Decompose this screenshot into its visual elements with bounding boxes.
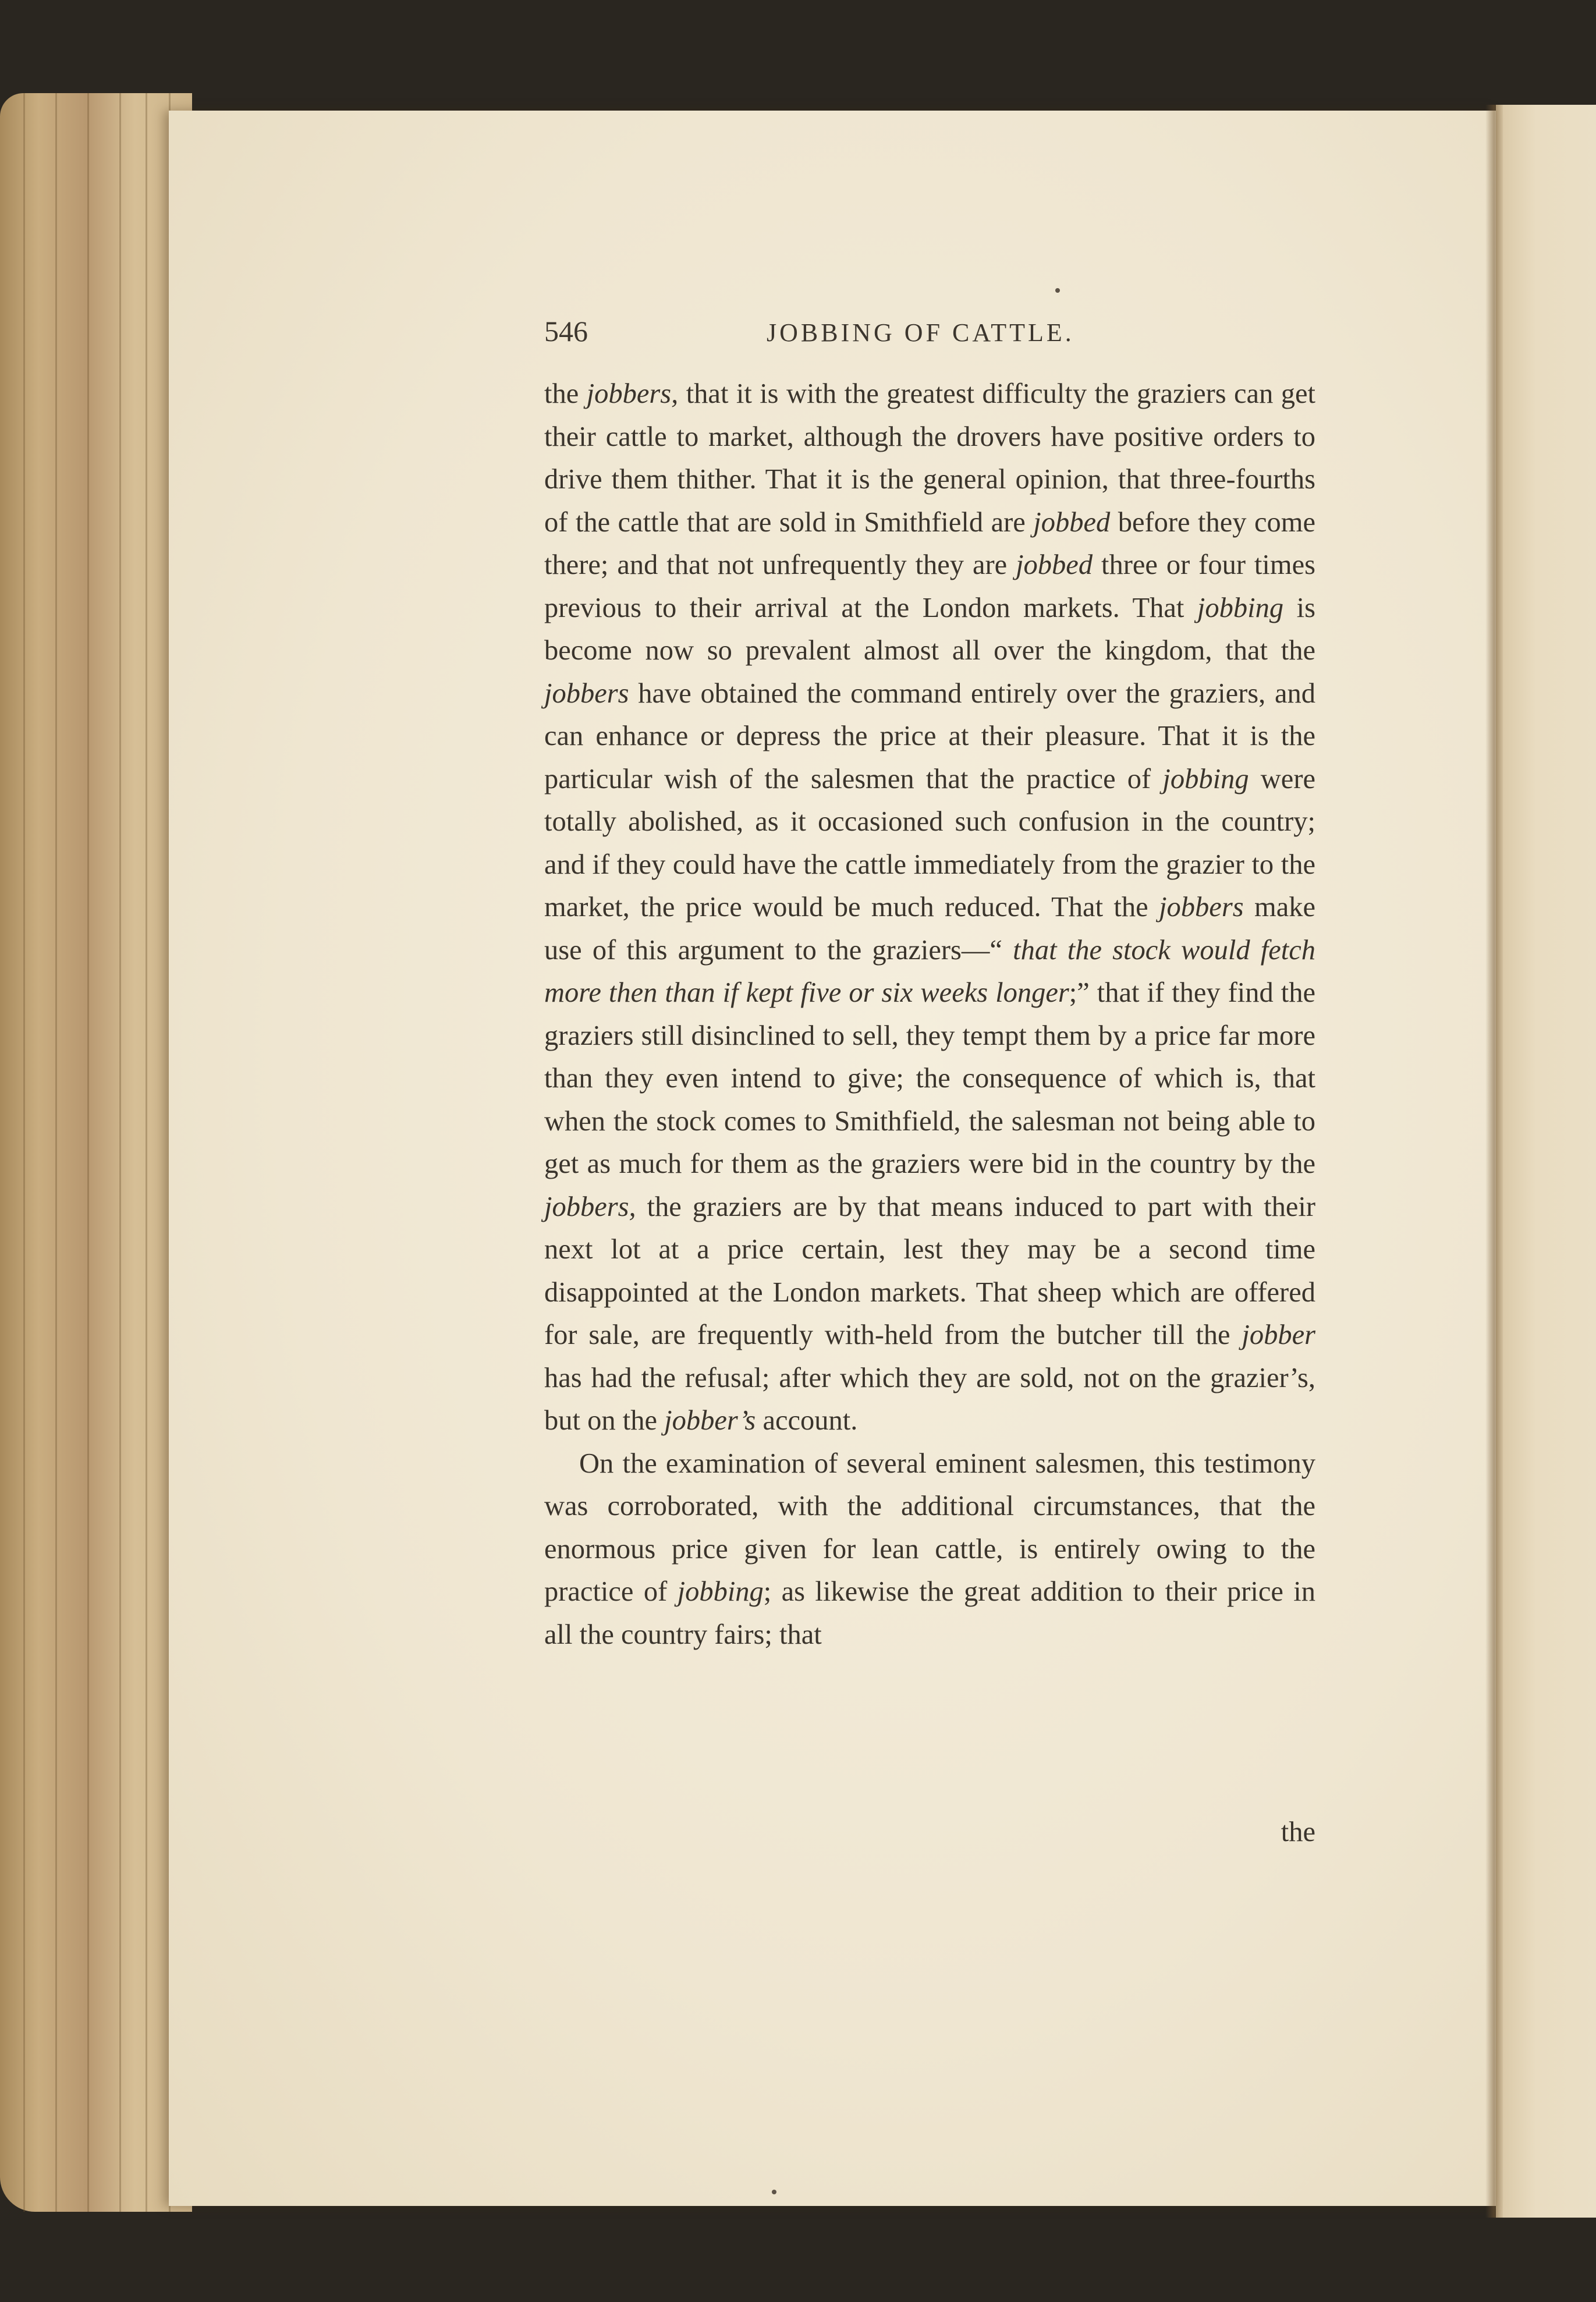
italic-run: jobbing — [1197, 592, 1284, 623]
text-run: that it is with the greatest difficulty the graziers can get their cattle to market, although the drovers have positive orders to drive them thither. That it is the general opinion, that three-fourths of the cattle that are sold in Smithfield are — [544, 378, 1315, 538]
text-run: ; as likewise the great addition to their price in all the country fairs; that — [544, 1576, 1315, 1650]
text-run: has had the refusal; after which they are sold, not on the grazier’s, but on the — [544, 1362, 1315, 1436]
page-gutter — [1485, 105, 1503, 2218]
italic-run: jobbed — [1033, 506, 1111, 538]
italic-run: jobbers, — [586, 378, 679, 409]
italic-run: jobber’s — [664, 1405, 756, 1436]
text-run: make use of this argument to the graziers—“ — [544, 892, 1315, 966]
italic-run: jobbed — [1016, 549, 1093, 580]
facing-page-edge — [1496, 105, 1596, 2218]
text-run: the graziers are by that means induced to part with their next lot at a price certain, lest they may be a second time disappointed at the London markets. That sheep which are offered for sale, are frequently with-held from the butcher till the — [544, 1191, 1315, 1350]
page-heading: JOBBING OF CATTLE. — [767, 318, 1074, 347]
catchword: the — [1281, 1817, 1315, 1847]
italic-run: jobbers — [544, 678, 629, 709]
paragraph — [544, 1442, 1315, 1657]
text-run: three or four times previous to their arrival at the London markets. That — [544, 549, 1315, 623]
text-run: before they come there; and that not unfrequently they are — [544, 506, 1315, 580]
text-run: have obtained the command entirely over the graziers, and can enhance or depress the price at their pleasure. That it is the particular wish of the salesmen that the practice of — [544, 678, 1315, 794]
text-run: account. — [756, 1405, 858, 1436]
text-run: were totally abolished, as it occasioned such confusion in the country; and if they could have the cattle immediately from the grazier to the market, the price would be much reduced. That the — [544, 763, 1315, 923]
italic-run: jobbing — [1162, 763, 1249, 794]
book-page-edges — [0, 93, 192, 2212]
ink-speck — [772, 2190, 776, 2194]
italic-run: jobbing — [677, 1576, 764, 1607]
italic-run: jobber — [1242, 1320, 1315, 1350]
italic-run: jobbers, — [544, 1191, 636, 1222]
text-run: the — [544, 378, 587, 409]
body-text — [544, 373, 1315, 1656]
text-run: ;” that if they find the graziers still disinclined to sell, they tempt them by a price far more than they even intend to give; the consequence of which is, that when the stock comes to Smithfield, the salesman not being able to get as much for them as the graziers were bid in the country by the — [544, 977, 1315, 1179]
italic-run: jobbers — [1159, 892, 1244, 923]
italic-run: that the stock would fetch more then than if kept five or six weeks longer — [544, 934, 1316, 1008]
text-run: is become now so prevalent almost all over the kingdom, that the — [544, 592, 1315, 666]
text-run: On the examination of several eminent salesmen, this testimony was corroborated, with the additional circumstances, that the enormous price given for lean cattle, is entirely owing to the practice of — [544, 1448, 1315, 1607]
page-number: 546 — [544, 315, 588, 347]
ink-speck — [1055, 288, 1060, 293]
paragraph — [544, 373, 1315, 1442]
running-head — [544, 314, 1315, 355]
